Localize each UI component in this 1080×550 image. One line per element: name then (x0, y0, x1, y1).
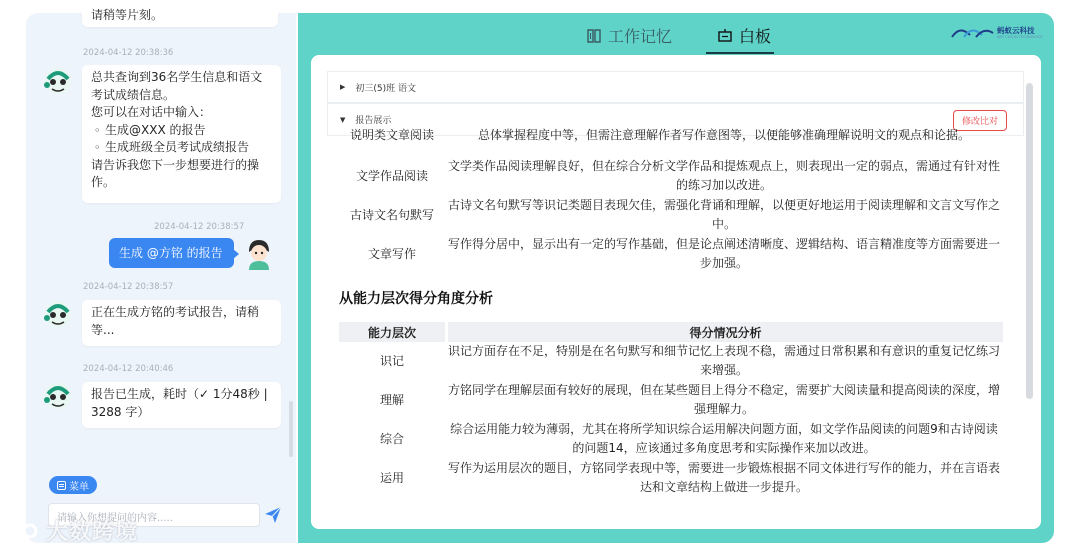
row-desc: 识记方面存在不足，特别是在名句默写和细节记忆上表现不稳，需通过日常积累和有意识的重复记忆练习来增强。 (447, 344, 1000, 377)
tab-whiteboard[interactable] (717, 24, 771, 47)
table-row (337, 196, 1001, 234)
row-desc: 写作得分居中，显示出有一定的写作基础，但是论点阐述清晰度、逻辑结构、语言精准度等方面需要进一步加强。 (447, 237, 1000, 270)
message-line: 请告诉我您下一步想要进行的操作。 (91, 157, 260, 189)
row-desc: 写作为运用层次的题目，方铭同学表现中等，需要进一步锻炼根据不同文体进行写作的能力，并在言语表达和文章结构上做进一步提升。 (447, 461, 1000, 494)
section-heading: 从能力层次得分角度分析 (339, 291, 493, 307)
bot-avatar-icon (42, 65, 74, 97)
row-desc: 方铭同学在理解层面有较好的展现，但在某些题目上得分不稳定，需要扩大阅读量和提高阅读的深度，增强理解力。 (447, 383, 1000, 416)
section-title: 报告展示 (355, 116, 392, 126)
row-label: 识记 (379, 354, 404, 368)
bot-avatar-icon (42, 298, 74, 330)
whiteboard-icon (717, 28, 733, 44)
row-label: 文章写作 (367, 247, 416, 261)
row-label: 综合 (379, 432, 404, 446)
message-bullet: ◦ 生成班级全员考试成绩报告 (91, 139, 272, 157)
chat-message-user (109, 238, 234, 268)
caret-right-icon: ▶ (340, 83, 346, 91)
chat-message-bot (82, 300, 281, 346)
chat-messages[interactable] (26, 8, 296, 465)
brand-name: 蚂蚁云科技 (997, 25, 1035, 35)
message-text: 生成 @方铭 的报告 (119, 246, 223, 260)
caret-down-icon: ▼ (340, 115, 346, 124)
send-icon[interactable] (264, 506, 282, 524)
table-header (339, 322, 1003, 342)
row-desc: 古诗文名句默写等识记类题目表现欠佳，需强化背诵和理解，以便更好地运用于阅读理解和文言文写作之中。 (447, 198, 1000, 231)
message-timestamp: 2024-04-12 20:38:36 (83, 48, 174, 58)
bot-avatar-icon (42, 380, 74, 412)
message-timestamp: 2024-04-12 20:40:46 (83, 364, 174, 374)
row-label: 理解 (379, 393, 404, 407)
row-label: 古诗文名句默写 (349, 208, 434, 222)
message-bullet: ◦ 生成@XXX 的报告 (91, 122, 272, 140)
table-row (337, 342, 1001, 380)
brand-mark-icon (950, 25, 994, 39)
message-timestamp: 2024-04-12 20:38:57 (83, 282, 174, 292)
message-text: 报告已生成，耗时（✓ 1分48秒 | 3288 字） (91, 387, 268, 419)
menu-label: 菜单 (69, 481, 89, 493)
message-line: 您可以在对话中输入： (91, 105, 212, 119)
table-header-cell: 得分情况分析 (448, 322, 1003, 342)
row-desc: 总体掌握程度中等，但需注意理解作者写作意图等，以便能够准确理解说明文的观点和论据。 (477, 128, 970, 142)
table-header-cell: 能力层次 (339, 322, 445, 342)
tab-label: 白板 (739, 27, 772, 46)
message-timestamp: 2024-04-12 20:38:57 (154, 222, 245, 232)
board-scrollbar[interactable] (1026, 83, 1033, 399)
watermark-text: 大数跨境 (46, 520, 139, 545)
message-line: 总共查询到36名学生信息和语文考试成绩信息。 (91, 70, 263, 102)
watermark-logo-icon (8, 519, 42, 543)
tab-label: 工作记忆 (608, 27, 673, 46)
row-desc: 综合运用能力较为薄弱，尤其在将所学知识综合运用解决问题方面，如文学作品阅读的问题9和古诗阅读的问题14，应该通过多角度思考和实际操作来加以改进。 (450, 422, 998, 455)
chat-input-placeholder: 请输入你想提问的内容..... (57, 513, 173, 524)
chat-message-bot (82, 3, 278, 27)
table-row (337, 157, 1001, 195)
brand-text-group (997, 26, 1043, 39)
row-desc: 文学类作品阅读理解良好，但在综合分析文学作品和提炼观点上，则表现出一定的弱点，需通过有针对性的练习加以改进。 (447, 159, 1000, 192)
edit-compare-button[interactable]: 修改比对 (953, 110, 1007, 131)
book-icon (586, 28, 602, 44)
whiteboard (311, 55, 1041, 529)
brand-sub: ANT CLOUD TECHNOLOGY (997, 34, 1043, 39)
table-row (337, 459, 1001, 497)
table-row (337, 420, 1001, 458)
table-row (337, 235, 1001, 273)
menu-button[interactable] (49, 476, 97, 494)
chat-message-bot (82, 382, 281, 428)
chat-panel (26, 8, 296, 543)
section-class-info[interactable] (327, 71, 1024, 103)
menu-icon (57, 481, 66, 490)
row-label: 运用 (379, 471, 404, 485)
workspace-panel (298, 13, 1054, 543)
message-text: 正在生成方铭的考试报告，请稍等... (91, 305, 260, 337)
tab-working-memory[interactable] (586, 24, 672, 47)
report-content[interactable] (327, 128, 1017, 506)
brand-logo (950, 25, 1043, 39)
tab-bar (298, 13, 1054, 55)
table-row (337, 126, 1001, 145)
message-bullets (91, 122, 272, 157)
active-tab-indicator (706, 52, 774, 54)
section-title: 初三(5)班 语文 (355, 83, 417, 94)
user-avatar-icon (246, 238, 272, 270)
row-label: 文学作品阅读 (355, 169, 428, 183)
message-text: 请稍等片刻。 (91, 8, 164, 22)
row-label: 说明类文章阅读 (349, 128, 434, 142)
chat-message-bot (82, 65, 281, 203)
watermark (8, 515, 138, 546)
table-row (337, 381, 1001, 419)
chat-scrollbar[interactable] (289, 401, 293, 457)
